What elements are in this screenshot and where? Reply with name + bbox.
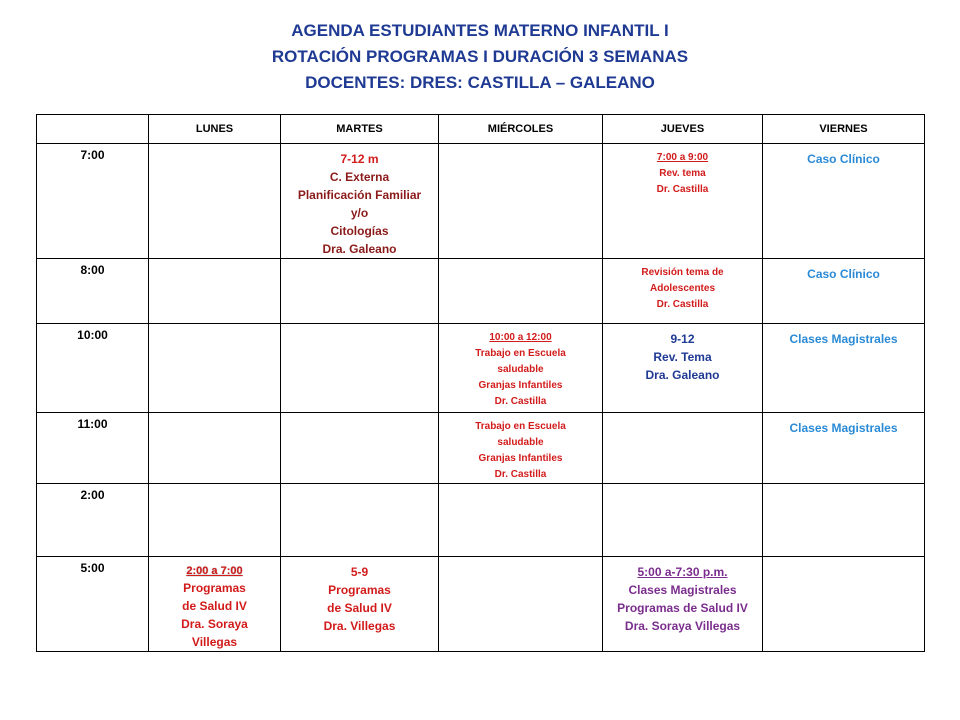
cell-line: Villegas xyxy=(191,635,238,649)
cell-line: y/o xyxy=(350,206,369,220)
cell-miercoles xyxy=(439,259,603,324)
table-row xyxy=(37,144,925,259)
cell-line: Caso Clínico xyxy=(807,152,880,166)
cell-line: Programas xyxy=(328,583,391,597)
header-viernes: VIERNES xyxy=(763,115,925,144)
cell-viernes xyxy=(763,413,925,484)
cell-jueves xyxy=(603,484,763,557)
cell-martes xyxy=(281,324,439,413)
cell-lunes xyxy=(149,484,281,557)
cell-line: Dr. Castilla xyxy=(494,469,547,480)
cell-line: 5:00 a-7:30 p.m. xyxy=(637,565,728,579)
cell-line: Trabajo en Escuela xyxy=(475,348,566,359)
cell-line: Caso Clínico xyxy=(807,267,880,281)
cell-line: 7-12 m xyxy=(340,152,379,166)
cell-line: Citologías xyxy=(330,224,389,238)
cell-jueves xyxy=(603,413,763,484)
cell-line: Dra. Villegas xyxy=(323,619,396,633)
title-line-2: ROTACIÓN PROGRAMAS I DURACIÓN 3 SEMANAS xyxy=(271,47,689,66)
page-title xyxy=(0,18,960,96)
cell-line: Rev. Tema xyxy=(653,350,712,364)
header-jueves: JUEVES xyxy=(603,115,763,144)
time-cell: 5:00 xyxy=(37,557,149,652)
cell-line: 9-12 xyxy=(670,332,695,346)
table-row xyxy=(37,557,925,652)
cell-line: Dra. Soraya Villegas xyxy=(624,619,741,633)
cell-lunes xyxy=(149,413,281,484)
cell-line: 7:00 a 9:00 xyxy=(656,152,709,163)
header-cell-empty xyxy=(37,115,149,144)
header-miercoles: MIÉRCOLES xyxy=(439,115,603,144)
cell-line: Trabajo en Escuela xyxy=(475,421,566,432)
cell-lunes xyxy=(149,259,281,324)
cell-line: Rev. tema xyxy=(659,168,706,179)
cell-lunes xyxy=(149,324,281,413)
time-cell: 8:00 xyxy=(37,259,149,324)
cell-martes xyxy=(281,259,439,324)
table-row xyxy=(37,324,925,413)
cell-line: Programas de Salud IV xyxy=(617,601,748,615)
cell-martes xyxy=(281,144,439,259)
cell-lunes xyxy=(149,557,281,652)
cell-line: Dr. Castilla xyxy=(656,184,709,195)
table-row xyxy=(37,413,925,484)
cell-miercoles xyxy=(439,144,603,259)
time-cell: 7:00 xyxy=(37,144,149,259)
cell-miercoles xyxy=(439,413,603,484)
time-cell: 10:00 xyxy=(37,324,149,413)
cell-line: Clases Magistrales xyxy=(628,583,737,597)
cell-viernes xyxy=(763,144,925,259)
cell-miercoles xyxy=(439,484,603,557)
cell-line: 10:00 a 12:00 xyxy=(489,332,552,343)
header-lunes: LUNES xyxy=(149,115,281,144)
header-row xyxy=(37,115,925,144)
cell-line: Granjas Infantiles xyxy=(478,453,563,464)
cell-jueves xyxy=(603,144,763,259)
cell-martes xyxy=(281,413,439,484)
cell-viernes xyxy=(763,259,925,324)
cell-jueves xyxy=(603,259,763,324)
cell-viernes xyxy=(763,484,925,557)
cell-line: Dr. Castilla xyxy=(494,396,547,407)
cell-line: Granjas Infantiles xyxy=(478,380,563,391)
cell-line: 2:00 a 7:00 xyxy=(186,565,243,577)
cell-line: Programas xyxy=(183,581,246,595)
cell-line: Dr. Castilla xyxy=(656,299,709,310)
cell-line: 5-9 xyxy=(350,565,369,579)
cell-line: de Salud IV xyxy=(182,599,247,613)
time-cell: 11:00 xyxy=(37,413,149,484)
cell-jueves xyxy=(603,557,763,652)
cell-line: C. Externa xyxy=(329,170,390,184)
cell-line: Revisión tema de xyxy=(641,267,724,278)
agenda-table xyxy=(36,114,925,652)
cell-line: Dra. Galeano xyxy=(322,242,397,256)
cell-jueves xyxy=(603,324,763,413)
table-row xyxy=(37,484,925,557)
cell-martes xyxy=(281,484,439,557)
title-line-3: DOCENTES: DRES: CASTILLA – GALEANO xyxy=(305,73,655,92)
cell-line: Planificación Familiar xyxy=(297,188,422,202)
cell-martes xyxy=(281,557,439,652)
header-martes: MARTES xyxy=(281,115,439,144)
cell-lunes xyxy=(149,144,281,259)
cell-line: Dra. Soraya xyxy=(181,617,248,631)
cell-line: Clases Magistrales xyxy=(789,421,898,435)
cell-line: Dra. Galeano xyxy=(645,368,720,382)
cell-viernes xyxy=(763,324,925,413)
table-row xyxy=(37,259,925,324)
time-cell: 2:00 xyxy=(37,484,149,557)
cell-miercoles xyxy=(439,557,603,652)
cell-line: de Salud IV xyxy=(327,601,392,615)
title-line-1: AGENDA ESTUDIANTES MATERNO INFANTIL I xyxy=(291,21,669,40)
cell-miercoles xyxy=(439,324,603,413)
cell-line: Adolescentes xyxy=(649,283,716,294)
cell-line: saludable xyxy=(497,364,544,375)
cell-line: saludable xyxy=(497,437,544,448)
cell-viernes xyxy=(763,557,925,652)
cell-line: Clases Magistrales xyxy=(789,332,898,346)
